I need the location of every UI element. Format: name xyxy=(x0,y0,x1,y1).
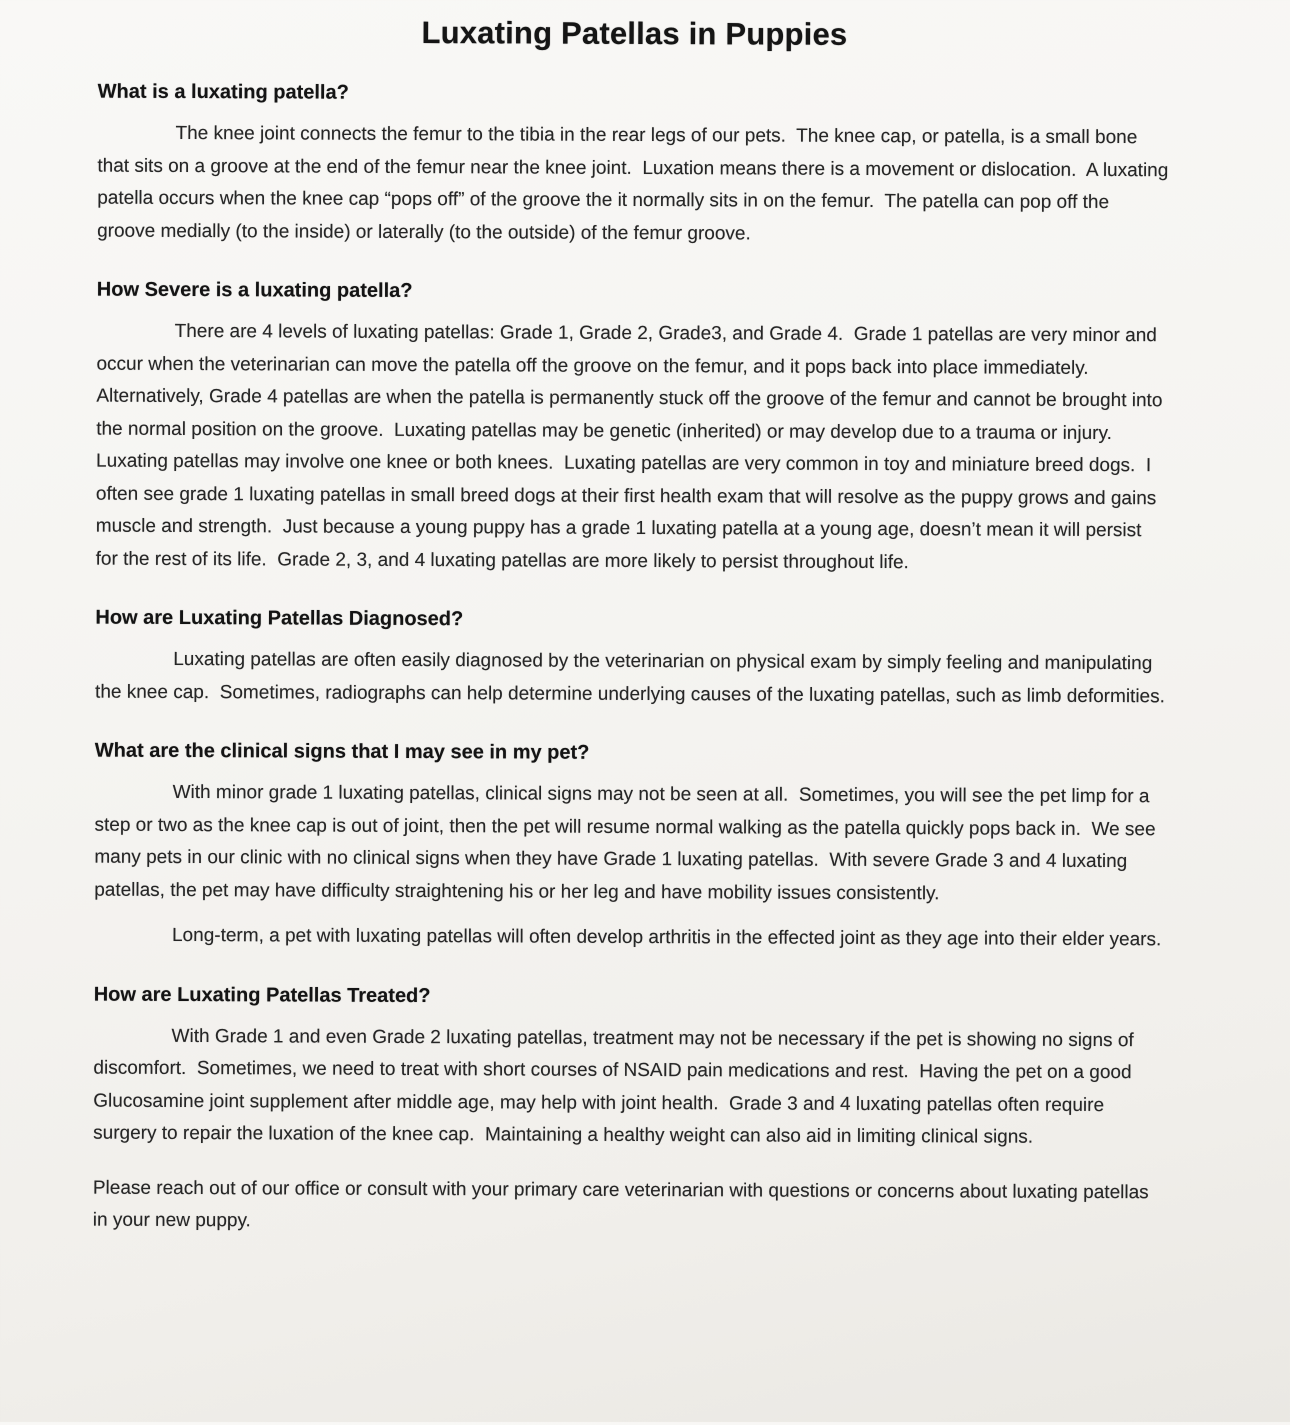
section-heading-diagnosed: How are Luxating Patellas Diagnosed? xyxy=(95,606,464,631)
section-heading-clinical-signs: What are the clinical signs that I may see in my pet? xyxy=(94,739,590,764)
body-paragraph: The knee joint connects the femur to the tibia in the rear legs of our pets. The knee cap, or patella, is a small bone that sits on a groove at the end of the femur near the knee joint. Luxation means there is a movement or dislocation. A luxating patella occurs when the knee cap “pops off” of the groove the it normally sits in on the femur. The patella can pop off the groove medially (to the inside) or laterally (to the outside) of the femur groove. xyxy=(97,122,1174,244)
section-heading-treated: How are Luxating Patellas Treated? xyxy=(93,983,431,1007)
section-what-is-luxating-patella xyxy=(97,80,1174,253)
body-paragraph: Long-term, a pet with luxating patellas will often develop arthritis in the effected joint as they age into their elder years. xyxy=(171,924,1162,951)
section-heading-what-is: What is a luxating patella? xyxy=(97,80,349,104)
body-paragraph: With minor grade 1 luxating patellas, clinical signs may not be seen at all. Sometimes, you will see the pet limp for a step or two as the knee cap is out of joint, then the pet will resume normal walking as the patella quickly pops back in. We see many pets in our clinic with no clinical signs when they have Grade 1 luxating patellas. With severe Grade 3 and 4 luxating patellas, the pet may have difficulty straightening his or her leg and have mobility issues consistently. xyxy=(94,781,1161,904)
section-heading-how-severe: How Severe is a luxating patella? xyxy=(96,278,413,302)
body-paragraph: Luxating patellas are often easily diagnosed by the veterinarian on physical exam by simply feeling and manipulating the knee cap. Sometimes, radiographs can help determine underlying causes of the luxating patellas, such as limb deformities. xyxy=(95,648,1165,707)
closing-paragraph: Please reach out of our office or consult with your primary care veterinarian with questions or concerns about luxating patellas in your new puppy. xyxy=(92,1177,1154,1232)
section-clinical-signs xyxy=(94,739,1168,957)
section-treatment xyxy=(93,982,1167,1155)
page-title: Luxating Patellas in Puppies xyxy=(421,15,848,52)
section-diagnosis xyxy=(95,606,1168,714)
body-paragraph: With Grade 1 and even Grade 2 luxating patellas, treatment may not be necessary if the pet is showing no signs of discomfort. Sometimes, we need to treat with short courses of NSAID pain medications and rest. Having the pet on a good Glucosamine joint supplement after middle age, may help with joint health. Grade 3 and 4 luxating patellas often require surgery to repair the luxation of the knee cap. Maintaining a healthy weight can also aid in limiting clinical signs. xyxy=(93,1025,1140,1148)
section-how-severe xyxy=(96,278,1170,581)
body-paragraph: There are 4 levels of luxating patellas: Grade 1, Grade 2, Grade3, and Grade 4. Grade 1 patellas are very minor and occur when the veterinarian can move the patella off the groove on the femur, and it pops back into place immediately. Alternatively, Grade 4 patellas are when the patella is permanently stuck off the groove of the femur and cannot be brought into the normal position on the groove. Luxating patellas may be genetic (inherited) or may develop due to a trauma or injury. Luxating patellas may involve one knee or both knees. Luxating patellas are very common in toy and miniature breed dogs. I often see grade 1 luxating patellas in small breed dogs at their first health exam that will resolve as the puppy grows and gains muscle and strength. Just because a young puppy has a grade 1 luxating patella at a young age, doesn’t mean it will persist for the rest of its life. Grade 2, 3, and 4 luxating patellas are more likely to persist throughout life. xyxy=(95,320,1168,573)
